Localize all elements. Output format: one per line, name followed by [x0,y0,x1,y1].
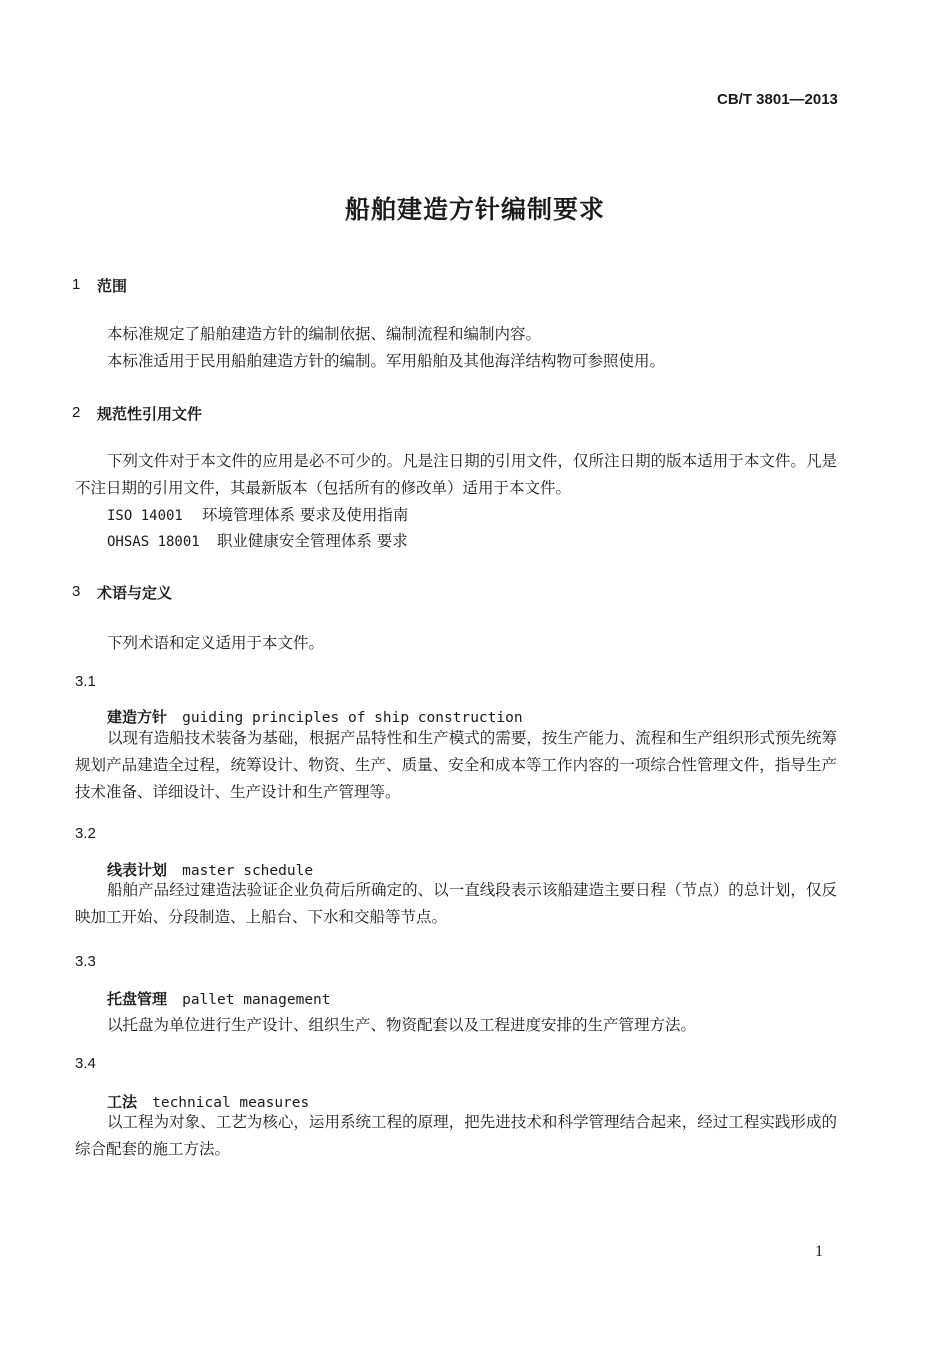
standard-code: CB/T 3801—2013 [717,91,838,108]
section-2-number: 2 [72,404,81,421]
term-number: 3.1 [75,673,96,690]
section-3-intro: 下列术语和定义适用于本文件。 [107,634,325,652]
section-1-paragraph-1: 本标准规定了船舶建造方针的编制依据、编制流程和编制内容。 [107,325,542,343]
term-chinese: 建造方针 [107,708,168,726]
term-number: 3.4 [75,1055,96,1072]
page-number: 1 [815,1243,823,1260]
term-definition: 以托盘为单位进行生产设计、组织生产、物资配套以及工程进度安排的生产管理方法。 [107,1016,697,1034]
reference-item [107,503,408,525]
term-chinese: 工法 [107,1093,138,1111]
section-1-number: 1 [72,276,81,293]
section-2-paragraph: 下列文件对于本文件的应用是必不可少的。凡是注日期的引用文件，仅所注日期的版本适用于本文件。凡是不注日期的引用文件，其最新版本（包括所有的修改单）适用于本文件。 [75,452,837,497]
term-english: master schedule [182,863,314,879]
reference-title: 职业健康安全管理体系 要求 [216,532,408,550]
term-definition: 以工程为对象、工艺为核心，运用系统工程的原理，把先进技术和科学管理结合起来，经过工程实践形成的综合配套的施工方法。 [75,1113,837,1158]
document-title: 船舶建造方针编制要求 [344,195,605,224]
section-1-paragraph-2: 本标准适用于民用船舶建造方针的编制。军用船舶及其他海洋结构物可参照使用。 [107,352,666,370]
term-number: 3.2 [75,825,96,842]
term-english: pallet management [182,992,331,1008]
term-chinese: 托盘管理 [107,990,168,1008]
term-heading [107,988,331,1009]
term-definition: 以现有造船技术装备为基础，根据产品特性和生产模式的需要，按生产能力、流程和生产组织形式预先统筹规划产品建造全过程，统筹设计、物资、生产、质量、安全和成本等工作内容的一项综合性管理文件，指导生产技术准备、详细设计、生产设计和生产管理等。 [75,729,837,801]
section-3-title: 术语与定义 [97,584,173,602]
reference-code: ISO 14001 [107,508,183,524]
section-2-title: 规范性引用文件 [97,405,203,423]
term-chinese: 线表计划 [107,861,168,879]
section-3-number: 3 [72,583,81,600]
section-1-title: 范围 [97,277,128,295]
term-number: 3.3 [75,953,96,970]
reference-item [107,529,408,551]
term-definition: 船舶产品经过建造法验证企业负荷后所确定的、以一直线段表示该船建造主要日程（节点）的总计划，仅反映加工开始、分段制造、上船台、下水和交船等节点。 [75,881,837,926]
term-english: technical measures [152,1095,310,1111]
reference-code: OHSAS 18001 [107,534,200,550]
term-heading [107,706,523,727]
reference-title: 环境管理体系 要求及使用指南 [201,506,409,524]
term-english: guiding principles of ship construction [182,710,523,726]
